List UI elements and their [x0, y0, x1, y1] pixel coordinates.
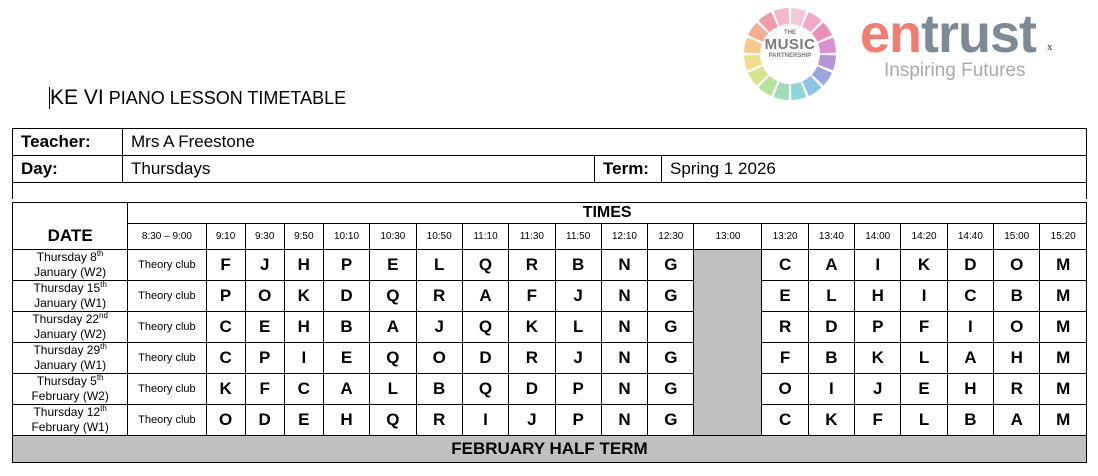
- time-slot-header: 13:20: [762, 224, 808, 250]
- lesson-slot: E: [323, 343, 369, 374]
- lesson-slot: K: [284, 281, 323, 312]
- lesson-slot: D: [245, 405, 284, 436]
- lesson-slot: G: [648, 374, 694, 405]
- lesson-slot: L: [808, 281, 854, 312]
- lesson-slot: D: [808, 312, 854, 343]
- lesson-slot: E: [901, 374, 947, 405]
- lesson-slot: G: [648, 405, 694, 436]
- lesson-slot: N: [601, 405, 647, 436]
- lesson-slot: N: [601, 312, 647, 343]
- lesson-slot: I: [284, 343, 323, 374]
- lesson-slot: H: [855, 281, 901, 312]
- date-month: January (W1): [34, 296, 107, 310]
- table-row: [13, 374, 1087, 405]
- logo-line-partnership: PARTNERSHIP: [768, 53, 812, 59]
- date-cell: [13, 405, 128, 436]
- date-day: Thursday 5: [36, 374, 97, 388]
- lesson-slot: Q: [462, 250, 508, 281]
- lesson-slot: M: [1040, 374, 1087, 405]
- day-value: Thursdays: [123, 156, 595, 183]
- date-suffix: th: [100, 404, 107, 413]
- time-slot-header: 14:40: [947, 224, 993, 250]
- theory-club-cell: Theory club: [128, 250, 206, 281]
- lesson-slot: A: [994, 405, 1040, 436]
- date-month: January (W2): [34, 327, 107, 341]
- lesson-slot: P: [323, 250, 369, 281]
- term-value: Spring 1 2026: [662, 156, 1087, 183]
- lesson-slot: G: [648, 281, 694, 312]
- lesson-slot: G: [648, 312, 694, 343]
- lesson-slot: K: [855, 343, 901, 374]
- table-row: [13, 343, 1087, 374]
- lesson-slot: N: [601, 281, 647, 312]
- lesson-slot: B: [947, 405, 993, 436]
- lesson-slot: K: [808, 405, 854, 436]
- date-cell: [13, 250, 128, 281]
- lesson-slot: A: [323, 374, 369, 405]
- lesson-slot: O: [994, 312, 1040, 343]
- date-suffix: th: [96, 249, 104, 258]
- date-suffix: th: [96, 373, 104, 382]
- lesson-slot: D: [509, 374, 555, 405]
- lesson-slot: H: [284, 250, 323, 281]
- table-row: [13, 405, 1087, 436]
- time-slot-header: 13:40: [808, 224, 854, 250]
- lesson-slot: I: [947, 312, 993, 343]
- time-slot-header: 9:50: [284, 224, 323, 250]
- lesson-slot: R: [416, 281, 462, 312]
- lesson-slot: C: [762, 405, 808, 436]
- music-partnership-logo-text: [742, 30, 838, 59]
- date-month: February (W1): [31, 420, 109, 434]
- theory-club-cell: Theory club: [128, 343, 206, 374]
- teacher-row: [13, 129, 1087, 156]
- info-table: [12, 128, 1087, 199]
- entrust-tagline: Inspiring Futures: [884, 60, 1026, 81]
- lesson-slot: F: [762, 343, 808, 374]
- lesson-slot: B: [808, 343, 854, 374]
- spacer-row: [13, 183, 1087, 200]
- time-slot-header: 9:30: [245, 224, 284, 250]
- lesson-slot: E: [762, 281, 808, 312]
- date-suffix: nd: [99, 311, 108, 320]
- lesson-slot: J: [245, 250, 284, 281]
- time-slot-header: 11:30: [509, 224, 555, 250]
- lesson-slot: J: [509, 405, 555, 436]
- lesson-slot: A: [947, 343, 993, 374]
- date-day: Thursday 29: [33, 343, 101, 357]
- lesson-slot: Q: [462, 312, 508, 343]
- times-header: TIMES: [128, 203, 1087, 224]
- lesson-slot: L: [901, 405, 947, 436]
- date-suffix: th: [100, 342, 107, 351]
- lesson-slot: P: [206, 281, 245, 312]
- lesson-slot: L: [370, 374, 416, 405]
- lesson-slot: O: [245, 281, 284, 312]
- teacher-value: Mrs A Freestone: [123, 129, 1087, 156]
- lesson-slot: I: [901, 281, 947, 312]
- time-slot-header: 10:10: [323, 224, 369, 250]
- lesson-slot: M: [1040, 250, 1087, 281]
- lesson-slot: A: [370, 312, 416, 343]
- time-slot-header: 12:30: [648, 224, 694, 250]
- lesson-slot: L: [901, 343, 947, 374]
- page-title-prefix: KE VI: [50, 86, 104, 109]
- lesson-slot: C: [762, 250, 808, 281]
- date-month: January (W2): [34, 265, 107, 279]
- lesson-slot: C: [284, 374, 323, 405]
- date-day: Thursday 15: [33, 281, 101, 295]
- lesson-slot: P: [555, 405, 601, 436]
- lesson-slot: L: [555, 312, 601, 343]
- date-day: Thursday 8: [36, 250, 97, 264]
- table-row: [13, 312, 1087, 343]
- date-header: DATE: [13, 224, 128, 250]
- theory-club-cell: Theory club: [128, 312, 206, 343]
- lesson-slot: B: [323, 312, 369, 343]
- lesson-slot: F: [206, 250, 245, 281]
- lesson-slot: R: [416, 405, 462, 436]
- logo-line-music: MUSIC: [764, 36, 816, 53]
- lesson-slot: I: [462, 405, 508, 436]
- lesson-slot: G: [648, 250, 694, 281]
- lesson-slot: D: [947, 250, 993, 281]
- lesson-slot: D: [462, 343, 508, 374]
- lesson-slot: Q: [370, 343, 416, 374]
- lesson-slot: F: [855, 405, 901, 436]
- time-slot-header: 8:30 – 9:00: [128, 224, 206, 250]
- lesson-slot: H: [284, 312, 323, 343]
- theory-club-cell: Theory club: [128, 374, 206, 405]
- lesson-slot: E: [370, 250, 416, 281]
- lesson-slot: H: [994, 343, 1040, 374]
- lesson-slot: N: [601, 250, 647, 281]
- lesson-slot: B: [416, 374, 462, 405]
- date-cell: [13, 281, 128, 312]
- lesson-slot: C: [206, 312, 245, 343]
- lesson-slot: P: [555, 374, 601, 405]
- day-term-row: [13, 156, 1087, 183]
- teacher-label: Teacher:: [13, 129, 123, 156]
- lesson-slot: E: [284, 405, 323, 436]
- theory-club-cell: Theory club: [128, 405, 206, 436]
- lesson-slot: J: [855, 374, 901, 405]
- time-slot-header: 11:50: [555, 224, 601, 250]
- entrust-logo-part1: en: [860, 4, 922, 64]
- date-month: February (W2): [31, 389, 109, 403]
- lesson-slot: O: [416, 343, 462, 374]
- lesson-slot: J: [416, 312, 462, 343]
- lesson-slot: Q: [370, 281, 416, 312]
- term-label: Term:: [595, 156, 662, 183]
- lesson-slot: R: [994, 374, 1040, 405]
- lesson-slot: L: [416, 250, 462, 281]
- lesson-slot: B: [994, 281, 1040, 312]
- time-slot-header: 15:00: [994, 224, 1040, 250]
- time-slot-header: 11:10: [462, 224, 508, 250]
- half-term-row: [13, 436, 1087, 463]
- table-row: [13, 250, 1087, 281]
- lesson-slot: M: [1040, 405, 1087, 436]
- entrust-logo: [860, 4, 1036, 64]
- lesson-slot: F: [901, 312, 947, 343]
- lesson-slot: M: [1040, 343, 1087, 374]
- date-cell: [13, 374, 128, 405]
- table-row: [13, 281, 1087, 312]
- lesson-slot: K: [206, 374, 245, 405]
- lesson-slot: Q: [462, 374, 508, 405]
- lesson-slot: N: [601, 374, 647, 405]
- date-day: Thursday 12: [33, 405, 101, 419]
- lesson-slot: O: [762, 374, 808, 405]
- time-slot-header: 14:00: [855, 224, 901, 250]
- time-slot-header: 10:50: [416, 224, 462, 250]
- half-term-banner: FEBRUARY HALF TERM: [13, 436, 1087, 463]
- lesson-slot: G: [648, 343, 694, 374]
- times-header-row: [13, 203, 1087, 224]
- date-suffix: th: [100, 280, 107, 289]
- lesson-slot: H: [323, 405, 369, 436]
- time-slot-header: 14:20: [901, 224, 947, 250]
- lesson-slot: K: [901, 250, 947, 281]
- blank-corner-cell: [13, 203, 128, 224]
- time-slot-header: 13:00: [694, 224, 762, 250]
- lunch-block: [694, 250, 762, 436]
- date-day: Thursday 22: [32, 312, 100, 326]
- lesson-slot: B: [555, 250, 601, 281]
- lesson-slot: K: [509, 312, 555, 343]
- lesson-slot: C: [947, 281, 993, 312]
- lesson-slot: O: [206, 405, 245, 436]
- page-title-rest: PIANO LESSON TIMETABLE: [103, 88, 347, 108]
- time-slot-header: 9:10: [206, 224, 245, 250]
- lesson-slot: R: [509, 250, 555, 281]
- lesson-slot: H: [947, 374, 993, 405]
- lesson-slot: M: [1040, 281, 1087, 312]
- spacer-cell: [13, 183, 1087, 200]
- lesson-slot: J: [555, 343, 601, 374]
- lesson-slot: E: [245, 312, 284, 343]
- page-title: [50, 86, 346, 110]
- lesson-slot: P: [855, 312, 901, 343]
- lesson-slot: I: [855, 250, 901, 281]
- lesson-slot: J: [555, 281, 601, 312]
- lesson-slot: A: [808, 250, 854, 281]
- lesson-slot: R: [762, 312, 808, 343]
- lesson-slot: R: [509, 343, 555, 374]
- lesson-slot: P: [245, 343, 284, 374]
- logo-line-the: THE: [784, 30, 796, 36]
- lesson-slot: I: [808, 374, 854, 405]
- lesson-slot: A: [462, 281, 508, 312]
- date-cell: [13, 312, 128, 343]
- date-cell: [13, 343, 128, 374]
- time-slot-header: 12:10: [601, 224, 647, 250]
- time-slot-header: 10:30: [370, 224, 416, 250]
- lesson-slot: F: [509, 281, 555, 312]
- lesson-slot: N: [601, 343, 647, 374]
- time-slot-header: 15:20: [1040, 224, 1087, 250]
- timetable-grid: [12, 202, 1087, 463]
- day-label: Day:: [13, 156, 123, 183]
- lesson-slot: O: [994, 250, 1040, 281]
- entrust-logo-part2: trust: [921, 4, 1037, 64]
- time-labels-row: [13, 224, 1087, 250]
- lesson-slot: D: [323, 281, 369, 312]
- lesson-slot: C: [206, 343, 245, 374]
- theory-club-cell: Theory club: [128, 281, 206, 312]
- date-month: January (W1): [34, 358, 107, 372]
- lesson-slot: F: [245, 374, 284, 405]
- lesson-slot: M: [1040, 312, 1087, 343]
- entrust-mark: x: [1047, 41, 1053, 53]
- lesson-slot: Q: [370, 405, 416, 436]
